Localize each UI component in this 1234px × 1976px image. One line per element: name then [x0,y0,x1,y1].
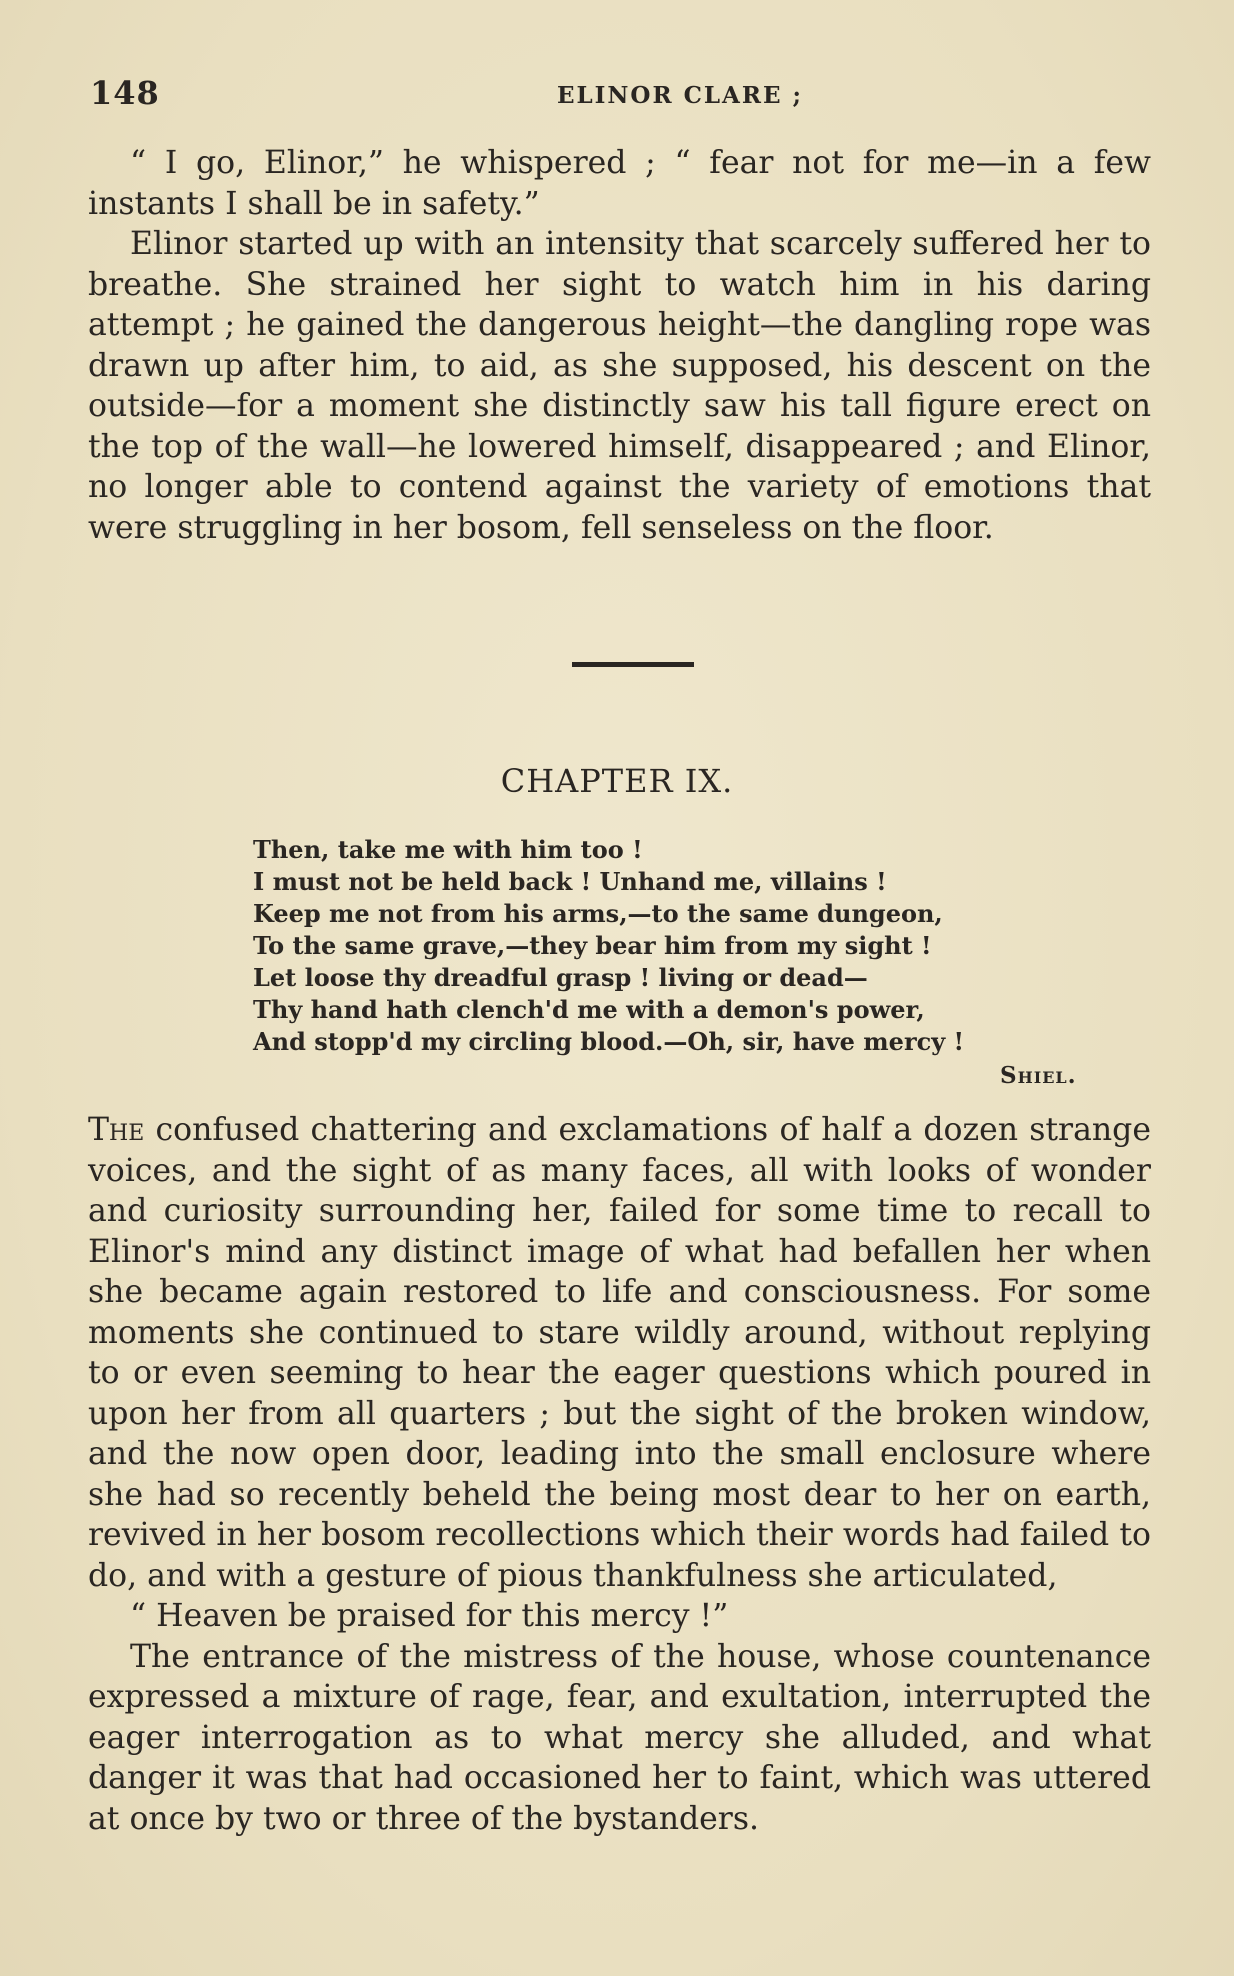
epigraph-line: And stopp'd my circling blood.—Oh, sir, have mercy ! [253,1027,965,1056]
epigraph-line: Thy hand hath clench'd me with a demon's power, [253,995,925,1024]
text-block-top [88,143,1151,548]
page-number: 148 [90,74,160,112]
paragraph: “ Heaven be praised for this mercy !” [130,1598,729,1634]
epigraph-line: Keep me not from his arms,—to the same dungeon, [253,899,943,928]
paragraph-text: confused chattering and exclamations of half a dozen strange voices, and the sight of as many faces, all with looks of wonder and curiosity surrounding her, failed for some time to recall to Elinor's mind any distinct image of what had befallen her when she became again restored to life and consciousness. For some moments she continued to stare wildly around, without replying to or even seeming to hear the eager questions which poured in upon her from all quarters ; but the sight of the broken window, and the now open door, leading into the small enclosure where she had so recently beheld the being most dear to her on earth, revived in her bosom recollections which their words had failed to do, and with a gesture of pious thankfulness she articulated, [88,1112,1151,1594]
epigraph-line: Let loose thy dreadful grasp ! living or dead— [253,963,868,992]
paragraph: Elinor started up with an intensity that scarcely suffered her to breathe. She strained her sight to watch him in his daring attempt ; he gained the dangerous height—the dangling rope was drawn up after him, to aid, as she supposed, his descent on the outside—for a moment she distinctly saw his tall figure erect on the top of the wall—he lowered himself, disappeared ; and Elinor, no longer able to contend against the variety of emotions that were struggling in her bosom, fell senseless on the floor. [88,226,1151,546]
paragraph [88,1110,1151,1596]
page-header [90,74,1150,122]
running-head: ELINOR CLARE ; [556,82,804,109]
epigraph-attribution: Shiel. [1000,1062,1077,1089]
opening-word: The [88,1112,145,1148]
paragraph: The entrance of the mistress of the house, whose countenance expressed a mixture of rage, fear, and exultation, interrupted the eager interrogation as to what mercy she alluded, and what danger it was that had occasioned her to faint, which was uttered at once by two or three of the bystanders. [88,1638,1151,1837]
section-divider [572,662,694,667]
epigraph [253,834,1103,1058]
paragraph: “ I go, Elinor,” he whispered ; “ fear not for me—in a few instants I shall be in safety.” [88,145,1151,222]
epigraph-line: Then, take me with him too ! [253,835,643,864]
epigraph-line: To the same grave,—they bear him from my sight ! [253,931,932,960]
text-block-bottom [88,1110,1151,1839]
epigraph-line: I must not be held back ! Unhand me, villains ! [253,867,887,896]
chapter-title: CHAPTER IX. [500,762,734,800]
